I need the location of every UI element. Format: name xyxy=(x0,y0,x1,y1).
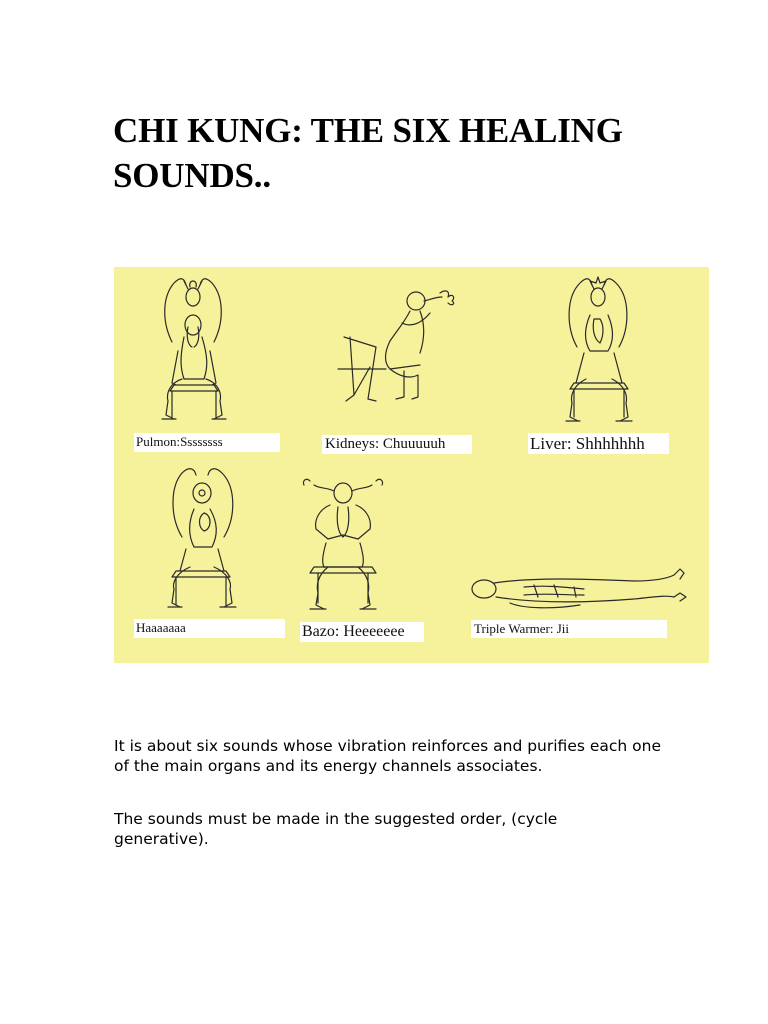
caption-lungs: Pulmon:Ssssssss xyxy=(134,433,280,452)
caption-liver: Liver: Shhhhhhh xyxy=(528,433,669,454)
figure-triple-warmer-posture xyxy=(472,569,686,608)
order-paragraph: The sounds must be made in the suggested order, (cycle generative). xyxy=(114,810,558,848)
figure-lungs-posture xyxy=(162,279,226,419)
posture-drawings xyxy=(114,267,709,663)
figure-liver-posture xyxy=(566,277,632,421)
figure-kidneys-posture xyxy=(338,291,454,401)
caption-spleen: Bazo: Heeeeeee xyxy=(300,622,424,642)
intro-paragraph: It is about six sounds whose vibration reinforces and purifies each one of the main organs and its energy channels associates. xyxy=(114,737,662,775)
figure-spleen-posture xyxy=(303,479,382,609)
caption-kidneys: Kidneys: Chuuuuuh xyxy=(322,435,472,454)
caption-heart: Haaaaaaa xyxy=(134,619,285,638)
healing-sounds-illustration xyxy=(114,267,709,663)
page-title: CHI KUNG: THE SIX HEALING SOUNDS.. xyxy=(113,111,623,195)
figure-heart-posture xyxy=(168,469,236,607)
caption-triple-warmer: Triple Warmer: Jii xyxy=(471,620,667,638)
